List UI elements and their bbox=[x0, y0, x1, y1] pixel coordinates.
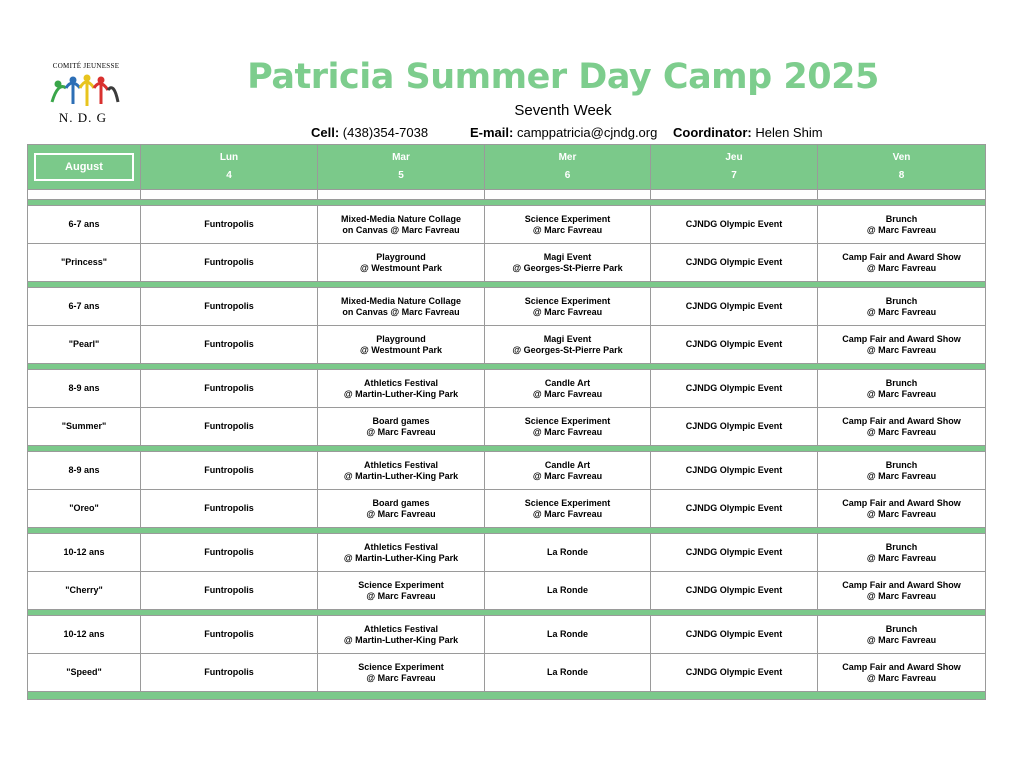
mar-activity: Athletics Festival @ Martin-Luther-King Park bbox=[318, 370, 485, 408]
mer-activity: Science Experiment @ Marc Favreau bbox=[485, 206, 651, 244]
mer-activity: Candle Art @ Marc Favreau bbox=[485, 370, 651, 408]
coordinator-value: Helen Shim bbox=[755, 125, 823, 140]
table-row bbox=[28, 370, 986, 408]
lun-activity: Funtropolis bbox=[141, 490, 318, 528]
day-header-mer bbox=[485, 145, 651, 190]
jeu-activity: CJNDG Olympic Event bbox=[651, 408, 818, 446]
cell-value: (438)354-7038 bbox=[342, 125, 429, 140]
lun-activity: Funtropolis bbox=[141, 572, 318, 610]
lun-activity: Funtropolis bbox=[141, 244, 318, 282]
day-header-ven bbox=[818, 145, 986, 190]
mar-activity: Science Experiment @ Marc Favreau bbox=[318, 654, 485, 692]
mar-activity: Board games @ Marc Favreau bbox=[318, 408, 485, 446]
group-cell: 8-9 ans bbox=[28, 370, 141, 408]
logo-bottom-text: N. D. G bbox=[58, 110, 108, 125]
page-subtitle: Seventh Week bbox=[514, 102, 612, 119]
day-header-jeu bbox=[651, 145, 818, 190]
ven-activity: Brunch @ Marc Favreau bbox=[818, 452, 986, 490]
table-row bbox=[28, 326, 986, 364]
day-number: 5 bbox=[398, 170, 404, 181]
lun-activity: Funtropolis bbox=[141, 288, 318, 326]
header-row bbox=[28, 145, 986, 190]
group-cell: 10-12 ans bbox=[28, 616, 141, 654]
day-number: 8 bbox=[898, 170, 905, 181]
day-number: 7 bbox=[731, 170, 737, 181]
logo-top-text: COMITÉ JEUNESSE bbox=[52, 62, 120, 70]
day-header-lun bbox=[141, 145, 318, 190]
ven-activity: Camp Fair and Award Show @ Marc Favreau bbox=[818, 244, 986, 282]
month-label: August bbox=[34, 153, 134, 181]
group-cell: 8-9 ans bbox=[28, 452, 141, 490]
group-cell: "Pearl" bbox=[28, 326, 141, 364]
table-row bbox=[28, 534, 986, 572]
ven-activity: Brunch @ Marc Favreau bbox=[818, 534, 986, 572]
jeu-activity: CJNDG Olympic Event bbox=[651, 534, 818, 572]
day-number: 4 bbox=[226, 170, 232, 181]
mer-activity: La Ronde bbox=[485, 572, 651, 610]
table-row bbox=[28, 244, 986, 282]
day-name: Jeu bbox=[725, 152, 743, 163]
mar-activity: Board games @ Marc Favreau bbox=[318, 490, 485, 528]
group-cell: "Oreo" bbox=[28, 490, 141, 528]
table-row bbox=[28, 206, 986, 244]
lun-activity: Funtropolis bbox=[141, 452, 318, 490]
jeu-activity: CJNDG Olympic Event bbox=[651, 206, 818, 244]
cell-label: Cell: bbox=[311, 125, 340, 140]
lun-activity: Funtropolis bbox=[141, 206, 318, 244]
mer-activity: Science Experiment @ Marc Favreau bbox=[485, 408, 651, 446]
group-cell: 6-7 ans bbox=[28, 288, 141, 326]
logo-figures-icon bbox=[44, 68, 124, 114]
ven-activity: Brunch @ Marc Favreau bbox=[818, 370, 986, 408]
mer-activity: Candle Art @ Marc Favreau bbox=[485, 452, 651, 490]
ven-activity: Camp Fair and Award Show @ Marc Favreau bbox=[818, 654, 986, 692]
ven-activity: Camp Fair and Award Show @ Marc Favreau bbox=[818, 326, 986, 364]
mar-activity: Athletics Festival @ Martin-Luther-King Park bbox=[318, 534, 485, 572]
email-value: camppatricia@cjndg.org bbox=[516, 125, 658, 140]
jeu-activity: CJNDG Olympic Event bbox=[651, 452, 818, 490]
jeu-activity: CJNDG Olympic Event bbox=[651, 370, 818, 408]
jeu-activity: CJNDG Olympic Event bbox=[651, 654, 818, 692]
lun-activity: Funtropolis bbox=[141, 616, 318, 654]
day-header-mar bbox=[318, 145, 485, 190]
mer-activity: Science Experiment @ Marc Favreau bbox=[485, 490, 651, 528]
day-name: Mer bbox=[558, 152, 577, 163]
lun-activity: Funtropolis bbox=[141, 408, 318, 446]
mar-activity: Mixed-Media Nature Collage on Canvas @ Marc Favreau bbox=[318, 206, 485, 244]
table-row bbox=[28, 408, 986, 446]
group-cell: "Cherry" bbox=[28, 572, 141, 610]
day-number: 6 bbox=[564, 170, 571, 181]
group-cell: "Princess" bbox=[28, 244, 141, 282]
table-row bbox=[28, 654, 986, 692]
ven-activity: Brunch @ Marc Favreau bbox=[818, 288, 986, 326]
blank-row bbox=[28, 190, 986, 200]
day-name: Mar bbox=[392, 152, 410, 163]
coordinator-label: Coordinator: bbox=[673, 125, 752, 140]
contact-coordinator bbox=[673, 125, 823, 140]
contact-email bbox=[470, 125, 657, 140]
ven-activity: Brunch @ Marc Favreau bbox=[818, 206, 986, 244]
ven-activity: Brunch @ Marc Favreau bbox=[818, 616, 986, 654]
table-row bbox=[28, 572, 986, 610]
day-name: Lun bbox=[219, 152, 239, 163]
schedule-table bbox=[27, 144, 986, 700]
table-row bbox=[28, 452, 986, 490]
ven-activity: Camp Fair and Award Show @ Marc Favreau bbox=[818, 490, 986, 528]
lun-activity: Funtropolis bbox=[141, 370, 318, 408]
jeu-activity: CJNDG Olympic Event bbox=[651, 572, 818, 610]
day-name: Ven bbox=[892, 152, 911, 163]
month-cell bbox=[28, 145, 141, 190]
page-title: Patricia Summer Day Camp 2025 bbox=[247, 57, 879, 97]
mar-activity: Athletics Festival @ Martin-Luther-King Park bbox=[318, 452, 485, 490]
ven-activity: Camp Fair and Award Show @ Marc Favreau bbox=[818, 408, 986, 446]
lun-activity: Funtropolis bbox=[141, 534, 318, 572]
lun-activity: Funtropolis bbox=[141, 654, 318, 692]
jeu-activity: CJNDG Olympic Event bbox=[651, 288, 818, 326]
mer-activity: La Ronde bbox=[485, 616, 651, 654]
cjndg-logo bbox=[40, 62, 124, 128]
contact-cell bbox=[311, 125, 428, 140]
mar-activity: Athletics Festival @ Martin-Luther-King Park bbox=[318, 616, 485, 654]
mer-activity: Magi Event @ Georges-St-Pierre Park bbox=[485, 244, 651, 282]
mar-activity: Mixed-Media Nature Collage on Canvas @ Marc Favreau bbox=[318, 288, 485, 326]
lun-activity: Funtropolis bbox=[141, 326, 318, 364]
mer-activity: La Ronde bbox=[485, 654, 651, 692]
mer-activity: Science Experiment @ Marc Favreau bbox=[485, 288, 651, 326]
jeu-activity: CJNDG Olympic Event bbox=[651, 490, 818, 528]
table-row bbox=[28, 616, 986, 654]
mer-activity: Magi Event @ Georges-St-Pierre Park bbox=[485, 326, 651, 364]
mar-activity: Playground @ Westmount Park bbox=[318, 244, 485, 282]
ven-activity: Camp Fair and Award Show @ Marc Favreau bbox=[818, 572, 986, 610]
table-row bbox=[28, 490, 986, 528]
mar-activity: Playground @ Westmount Park bbox=[318, 326, 485, 364]
group-cell: 6-7 ans bbox=[28, 206, 141, 244]
table-footer-bar bbox=[28, 692, 986, 700]
mer-activity: La Ronde bbox=[485, 534, 651, 572]
jeu-activity: CJNDG Olympic Event bbox=[651, 616, 818, 654]
email-label: E-mail: bbox=[470, 125, 514, 140]
mar-activity: Science Experiment @ Marc Favreau bbox=[318, 572, 485, 610]
jeu-activity: CJNDG Olympic Event bbox=[651, 326, 818, 364]
table-row bbox=[28, 288, 986, 326]
group-cell: "Speed" bbox=[28, 654, 141, 692]
group-cell: 10-12 ans bbox=[28, 534, 141, 572]
group-cell: "Summer" bbox=[28, 408, 141, 446]
jeu-activity: CJNDG Olympic Event bbox=[651, 244, 818, 282]
